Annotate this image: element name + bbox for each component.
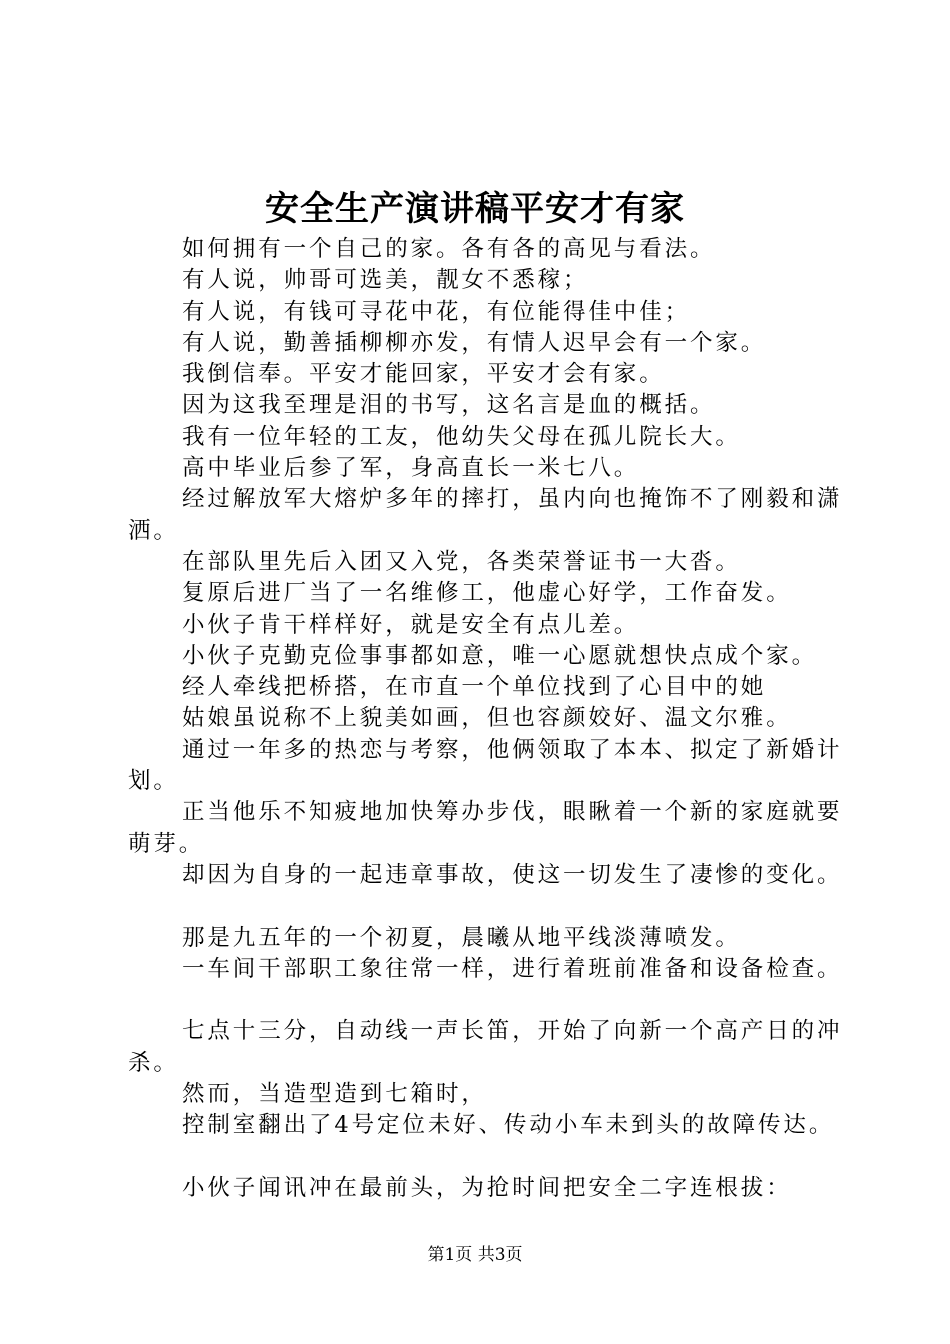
paragraph: 却因为自身的一起违章事故，使这一切发生了凄惨的变化。: [182, 861, 843, 888]
blank-line: [128, 985, 848, 1016]
paragraph: 复原后进厂当了一名维修工，他虚心好学，工作奋发。: [182, 580, 792, 607]
paragraph: 小伙子克勤克俭事事都如意，唯一心愿就想快点成个家。: [182, 642, 818, 669]
paragraph: 有人说，勤善插柳柳亦发，有情人迟早会有一个家。: [182, 329, 767, 356]
paragraph: 小伙子闻讯冲在最前头，为抢时间把安全二字连根拔：: [182, 1174, 792, 1201]
page-footer: 第1页 共3页: [427, 1245, 523, 1265]
document-body: [128, 234, 848, 1204]
paragraph: 因为这我至理是泪的书写，这名言是血的概括。: [182, 392, 716, 419]
paragraph: 七点十三分，自动线一声长笛，开始了向新一个高产日的冲杀。: [128, 1018, 843, 1076]
blank-line: [128, 1142, 848, 1173]
paragraph: 如何拥有一个自己的家。各有各的高见与看法。: [182, 236, 716, 262]
paragraph: 然而，当造型造到七箱时，: [182, 1081, 487, 1108]
paragraph: 我倒信奉。平安才能回家，平安才会有家。: [182, 361, 665, 388]
paragraph: 经人牵线把桥搭，在市直一个单位找到了心目中的她: [182, 674, 767, 701]
paragraph: 控制室翻出了4号定位未好、传动小车未到头的故障传达。: [182, 1112, 835, 1139]
paragraph: 姑娘虽说称不上貌美如画，但也容颜姣好、温文尔雅。: [182, 705, 792, 732]
paragraph: 一车间干部职工象往常一样，进行着班前准备和设备检查。: [182, 955, 843, 982]
blank-line: [128, 891, 848, 922]
paragraph: 高中毕业后参了军，身高直长一米七八。: [182, 455, 640, 482]
paragraph: 我有一位年轻的工友，他幼失父母在孤儿院长大。: [182, 423, 741, 450]
document-title: 安全生产演讲稿平安才有家: [265, 189, 685, 229]
paragraph: 通过一年多的热恋与考察，他俩领取了本本、拟定了新婚计划。: [128, 736, 843, 795]
paragraph: 那是九五年的一个初夏，晨曦从地平线淡薄喷发。: [182, 924, 741, 951]
paragraph: 经过解放军大熔炉多年的摔打，虽内向也掩饰不了刚毅和潇洒。: [128, 486, 843, 544]
paragraph: 正当他乐不知疲地加快筹办步伐，眼瞅着一个新的家庭就要萌芽。: [128, 799, 843, 857]
paragraph: 有人说，帅哥可选美，靓女不悉稼；: [182, 267, 589, 294]
paragraph: 在部队里先后入团又入党，各类荣誉证书一大沓。: [182, 548, 741, 575]
paragraph: 有人说，有钱可寻花中花，有位能得佳中佳；: [182, 298, 691, 325]
paragraph: 小伙子肯干样样好，就是安全有点儿差。: [182, 611, 640, 638]
